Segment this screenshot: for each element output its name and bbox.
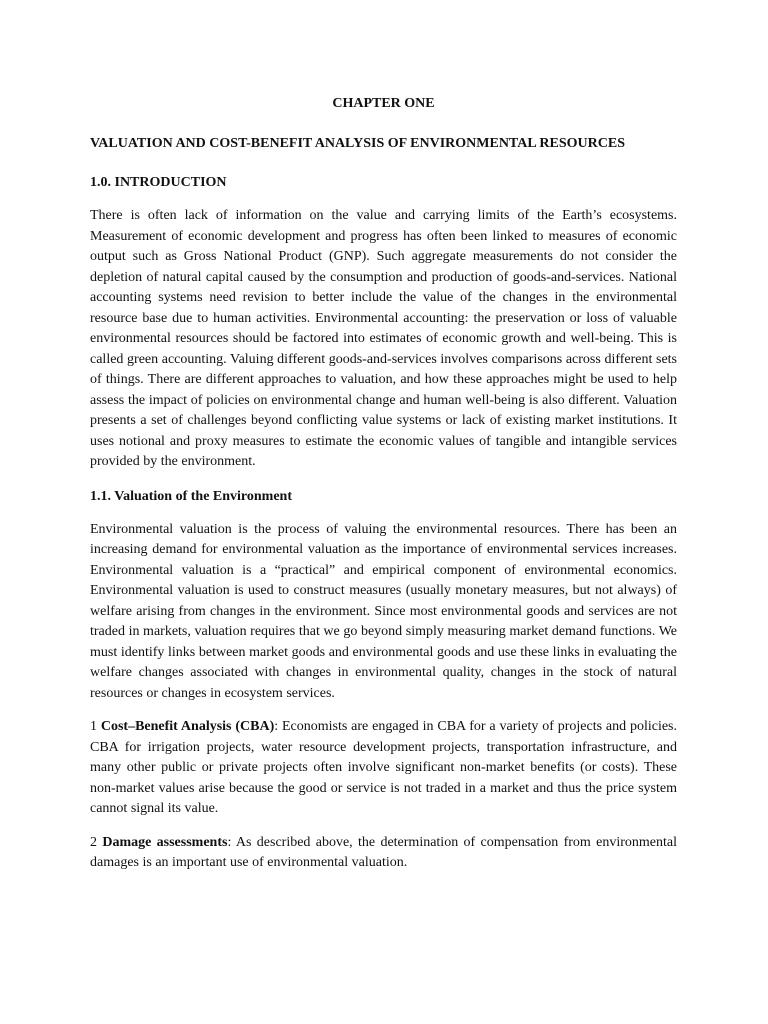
chapter-label: CHAPTER ONE xyxy=(332,96,435,111)
list-item-text: : As described above, the determination of compensation from environmental damages is an important use of environmental valuation. xyxy=(90,834,678,870)
list-item-number: 2 xyxy=(90,834,97,850)
page-content xyxy=(90,90,677,874)
list-item-text: : Economists are engaged in CBA for a variety of projects and policies. CBA for irrigation projects, water resource development projects, transportation infrastructure, and many other public or private projects often involve significant non-market benefits (or costs). These non-market values arise because the good or service is not traded in a market and thus the price system cannot signal its value. xyxy=(90,719,678,816)
list-item-damage xyxy=(90,833,677,874)
list-item-cba xyxy=(90,717,677,820)
valuation-heading: 1.1. Valuation of the Environment xyxy=(90,488,292,504)
intro-heading: 1.0. INTRODUCTION xyxy=(90,175,227,190)
list-item-term: Cost–Benefit Analysis (CBA) xyxy=(100,719,275,734)
valuation-paragraph: Environmental valuation is the process of valuing the environmental resources. There has been an increasing demand for environmental valuation as the importance of environmental services increases. Environmental valuation is a “practical” and empirical component of environmental economics. Environmental valuation is used to construct measures (usually monetary measures, but not always) of welfare arising from changes in the environment. Since most environmental goods and services are not traded in markets, valuation requires that we go beyond simply measuring market demand functions. We must identify links between market goods and environmental goods and use these links in evaluating the welfare changes associated with changes in environmental quality, changes in the stock of natural resources or changes in ecosystem services. xyxy=(90,521,677,701)
list-item-number: 1 xyxy=(90,719,97,734)
chapter-title: VALUATION AND COST-BENEFIT ANALYSIS OF ENVIRONMENTAL RESOURCES xyxy=(90,136,625,151)
intro-paragraph: There is often lack of information on the value and carrying limits of the Earth’s ecosystems. Measurement of economic development and progress has often been linked to measures of economic output such as Gross National Product (GNP). Such aggregate measurements do not consider the depletion of natural capital caused by the consumption and production of goods-and-services. National accounting systems need revision to better include the value of the changes in the environmental resource base due to human activities. Environmental accounting: the preservation or loss of valuable environmental resources should be factored into estimates of economic growth and well-being. This is called green accounting. Valuing different goods-and-services involves comparisons across different sets of things. There are different approaches to valuation, and how these approaches might be used to help assess the impact of policies on environmental change and human well-being is also different. Valuation presents a set of challenges beyond conflicting value systems or lack of existing market institutions. It uses notional and proxy measures to estimate the economic values of tangible and intangible services provided by the environment. xyxy=(90,208,677,469)
list-item-term: Damage assessments xyxy=(102,834,228,850)
